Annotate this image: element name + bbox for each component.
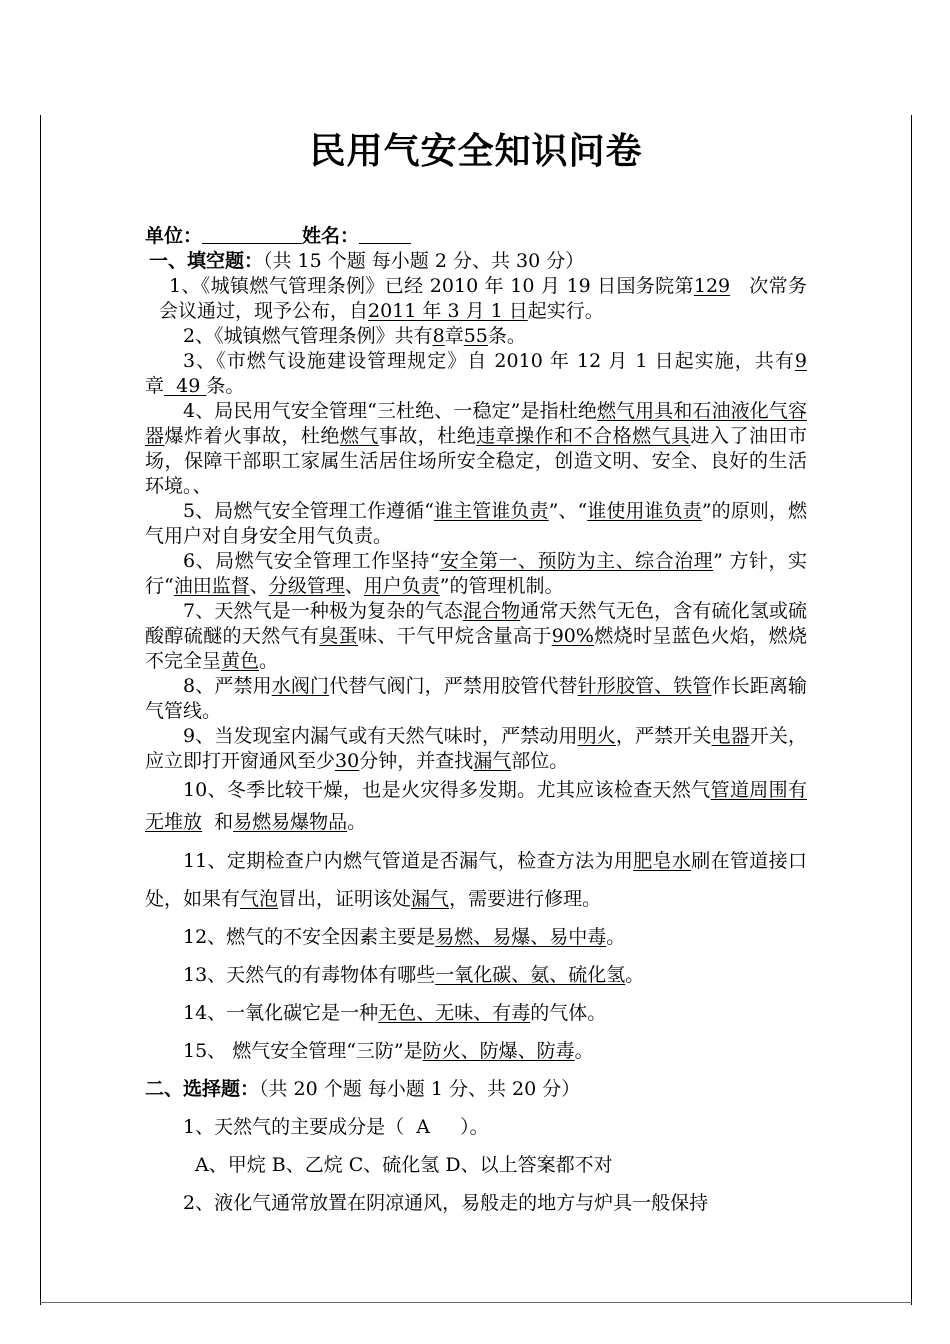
name-blank[interactable] [359, 225, 411, 244]
question-2-2: 2、液化气通常放置在阴凉通风，易般走的地方与炉具一般保持 [183, 1192, 709, 1214]
question-1-12: 12、燃气的不安全因素主要是易燃、易爆、易中毒。 [183, 926, 626, 948]
question-1-6: 6、局燃气安全管理工作坚持“安全第一、预防为主、综合治理” 方针，实行“油田监督、分级管理、用户负责”的管理机制。 [145, 550, 807, 597]
question-1-3: 3、《市燃气设施建设管理规定》自 2010 年 12 月 1 日起实施，共有9章 49 条。 [145, 350, 807, 397]
question-1-9: 9、当发现室内漏气或有天然气味时，严禁动用明火，严禁开关电器开关，应立即打开窗通风至少30分钟，并查找漏气部位。 [145, 725, 807, 772]
section1-heading [145, 249, 807, 274]
document-body [145, 128, 807, 1222]
header-line [145, 224, 807, 249]
question-2-1-options: A、甲烷 B、乙烷 C、硫化氢 D、以上答案都不对 [195, 1154, 613, 1176]
question-1-8: 8、严禁用水阀门代替气阀门，严禁用胶管代替针形胶管、铁管作长距离输气管线。 [145, 675, 807, 722]
name-label: 姓名： [302, 225, 360, 247]
section1-note: （共 15 个题 每小题 2 分、共 30 分） [263, 250, 585, 272]
question-1-7: 7、天然气是一种极为复杂的气态混合物通常天然气无色，含有硫化氢或硫酸醇硫醚的天然气有臭蛋味、干气甲烷含量高于90%燃烧时呈蓝色火焰，燃烧不完全呈黄色。 [145, 600, 807, 672]
bottom-rule [40, 1302, 912, 1303]
section2-title: 二、选择题： [145, 1078, 260, 1100]
unit-label: 单位： [145, 225, 203, 247]
section1-title: 一、填空题： [149, 250, 264, 272]
question-1-11: 11、定期检查户内燃气管道是否漏气，检查方法为用肥皂水刷在管道接口处，如果有气泡冒出，证明该处漏气，需要进行修理。 [145, 850, 807, 910]
question-1-10: 10、冬季比较干燥，也是火灾得多发期。尤其应该检查天然气管道周围有无堆放 和易燃易爆物品。 [145, 779, 807, 833]
question-1-4: 4、局民用气安全管理“三杜绝、一稳定”是指杜绝燃气用具和石油液化气容器爆炸着火事故，杜绝燃气事故，杜绝违章操作和不合格燃气具进入了油田市场，保障干部职工家属生活居住场所安全稳定，创造文明、安全、良好的生活环境。、 [145, 400, 807, 497]
section2-heading [145, 1070, 807, 1108]
question-1-15: 15、 燃气安全管理“三防”是防火、防爆、防毒。 [183, 1040, 594, 1062]
section2-note: （共 20 个题 每小题 1 分、共 20 分） [259, 1078, 581, 1100]
question-2-1: 1、天然气的主要成分是（ A ）。 [183, 1116, 489, 1138]
unit-blank[interactable] [202, 225, 302, 244]
question-1-14: 14、一氧化碳它是一种无色、无味、有毒的气体。 [183, 1002, 607, 1024]
question-1-13: 13、天然气的有毒物体有哪些一氧化碳、氨、硫化氢。 [183, 964, 645, 986]
question-1-5: 5、局燃气安全管理工作遵循“谁主管谁负责”、“谁使用谁负责”的原则，燃气用户对自身安全用气负责。 [145, 500, 807, 547]
page-title: 民用气安全知识问卷 [309, 131, 643, 172]
question-1-2: 2、《城镇燃气管理条例》共有8章55条。 [183, 325, 526, 347]
question-1-1: 1、《城镇燃气管理条例》已经 2010 年 10 月 19 日国务院第129 次常务会议通过，现予公布，自2011 年 3 月 1 日起实行。 [159, 275, 807, 322]
